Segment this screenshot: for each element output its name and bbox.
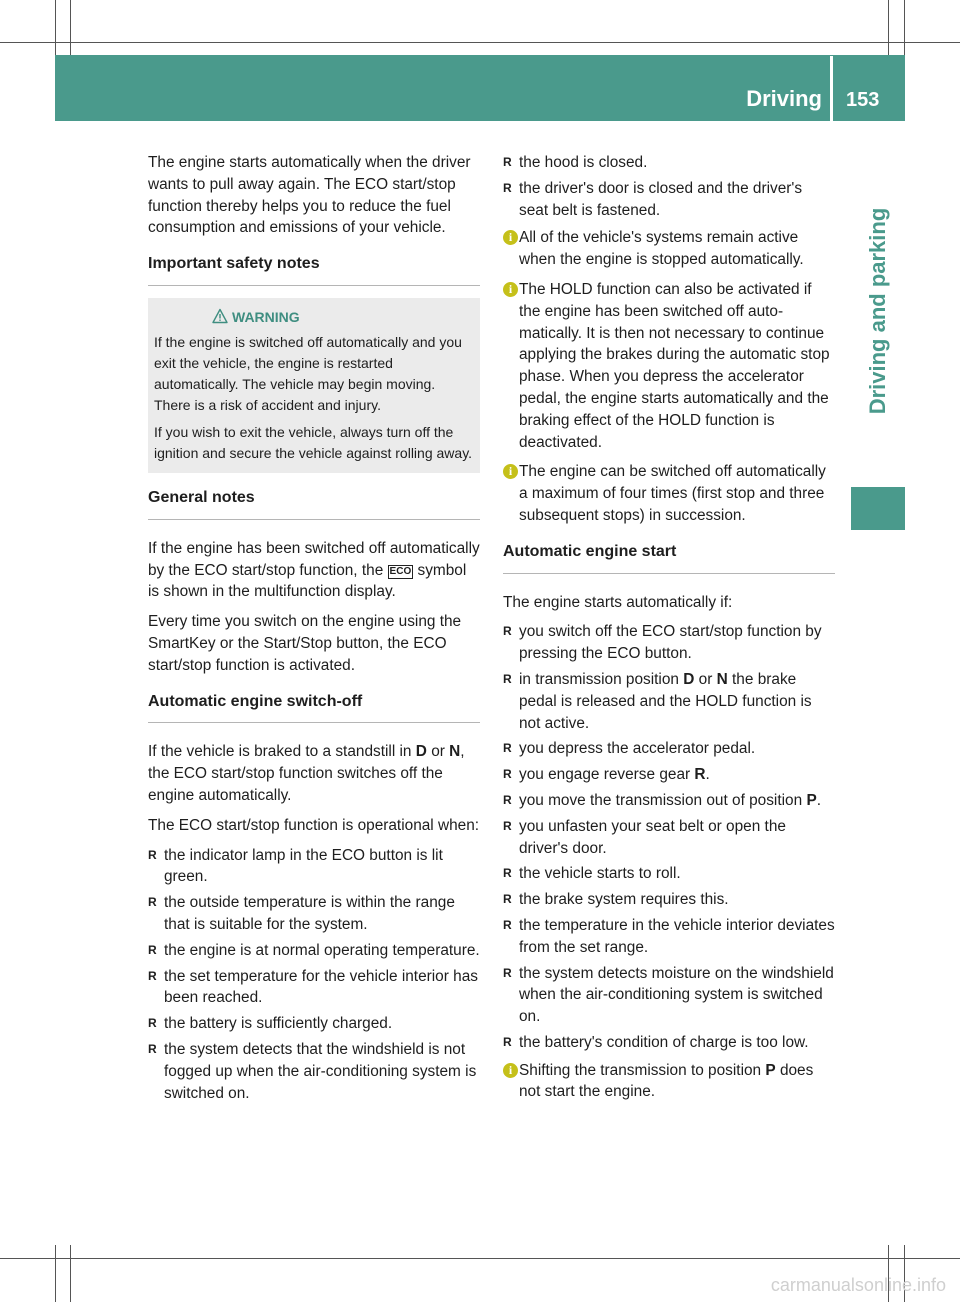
info-note <box>503 1060 835 1104</box>
gear-p: P <box>765 1061 776 1079</box>
heading-general-notes: General notes <box>148 487 480 520</box>
info-note <box>503 461 835 526</box>
info-text: The HOLD function can also be activated if the engine has been switched off automatically. It is then not necessary to continue applying the brakes during the automatic stop phase. When you depress the accelerator pedal, the engine starts automatically and the braking effect of the HOLD function is deactivated. <box>519 280 830 451</box>
list-item: R you switch off the ECO start/stop function by pressing the ECO button. <box>503 621 835 665</box>
crop-mark <box>904 0 905 55</box>
switchoff-text: If the vehicle is braked to a standstill in <box>148 743 412 761</box>
page-number: 153 <box>846 89 880 111</box>
list-item: R the indicator lamp in the ECO button is lit green. <box>148 845 480 889</box>
list-text: in transmission position <box>519 670 679 688</box>
list-item: R the outside temperature is within the range that is suitable for the system. <box>148 892 480 936</box>
conditions-list-continued <box>503 152 835 221</box>
list-item: R you unfasten your seat belt or open the driver's door. <box>503 816 835 860</box>
list-item: R the system detects moisture on the windshield when the air-conditioning system is switched on. <box>503 963 835 1028</box>
left-column <box>148 152 480 1110</box>
start-intro: The engine starts automatically if: <box>503 593 733 611</box>
gear-p: P <box>806 791 817 809</box>
chapter-marker <box>851 487 905 530</box>
info-icon: i <box>503 464 518 479</box>
list-text: the brake pedal is released and the HOLD function is not active. <box>519 670 812 732</box>
heading-safety-notes: Important safety notes <box>148 253 480 286</box>
info-text: does not start the engine. <box>519 1061 814 1101</box>
crop-mark <box>55 1245 56 1302</box>
list-item: R the hood is closed. <box>503 152 835 174</box>
switchoff-paragraph: The ECO start/stop function is operational when: <box>148 816 480 834</box>
warning-title: WARNING <box>232 308 300 325</box>
crop-mark <box>70 1245 71 1302</box>
list-text: or <box>698 670 713 688</box>
info-icon: i <box>503 282 518 297</box>
list-item: R the temperature in the vehicle interior deviates from the set range. <box>503 915 835 959</box>
list-item <box>503 669 835 734</box>
eco-symbol-icon: ECO <box>389 565 412 577</box>
warning-header <box>154 307 474 328</box>
warning-text: If you wish to exit the vehicle, always turn off the ignition and secure the vehicle against rolling away. <box>154 423 473 461</box>
list-item: R the system detects that the windshield is not fogged up when the air-conditioning system is switched on. <box>148 1039 480 1104</box>
info-text: All of the vehicle's systems remain active when the engine is stopped automatically. <box>519 229 804 269</box>
chapter-tab <box>851 121 905 468</box>
gear-n: N <box>716 670 728 688</box>
heading-switch-off: Automatic engine switch-off <box>148 691 480 724</box>
section-title: Driving <box>746 86 822 111</box>
info-icon: i <box>503 1063 518 1078</box>
crop-mark <box>0 1258 960 1259</box>
list-item: R the battery is sufficiently charged. <box>148 1013 480 1035</box>
heading-engine-start: Automatic engine start <box>503 541 835 574</box>
list-text: you move the transmission out of position <box>519 791 803 809</box>
info-text: The engine can be switched off automatically a maximum of four times (first stop and three subsequent stops) in succession. <box>519 463 826 524</box>
list-item: R the brake system requires this. <box>503 889 835 911</box>
general-paragraph: Every time you switch on the engine using the SmartKey or the Start/Stop button, the ECO start/stop function is activated. <box>148 613 462 674</box>
list-item: R the driver's door is closed and the driver's seat belt is fastened. <box>503 178 835 222</box>
gear-d: D <box>415 743 427 761</box>
list-item: R you engage reverse gear R. <box>503 764 835 786</box>
info-note <box>503 279 835 453</box>
crop-mark <box>70 0 71 55</box>
info-text: Shifting the transmission to position <box>519 1061 762 1079</box>
crop-mark <box>888 0 889 55</box>
list-item: R the engine is at normal operating temperature. <box>148 940 480 962</box>
info-icon: i <box>503 230 518 245</box>
watermark: carmanualsonline.info <box>770 1275 946 1295</box>
right-column <box>503 152 835 1111</box>
list-item: R the set temperature for the vehicle interior has been reached. <box>148 966 480 1010</box>
general-text: symbol is shown in the multifunction display. <box>148 561 467 601</box>
general-text: If the engine has been switched off automatically by the ECO start/stop function, the <box>148 539 480 579</box>
list-item: R you move the transmission out of position P. <box>503 790 835 812</box>
warning-box <box>148 298 480 473</box>
general-paragraph <box>148 538 480 603</box>
warning-triangle-icon <box>212 308 228 324</box>
gear-d: D <box>683 670 695 688</box>
list-item: R the battery's condition of charge is too low. <box>503 1032 835 1054</box>
gear-r: R <box>694 766 706 784</box>
crop-mark <box>55 0 56 55</box>
switchoff-text: or <box>431 743 445 761</box>
crop-mark <box>0 42 960 43</box>
start-conditions-list <box>503 621 835 1053</box>
list-text: you engage reverse gear <box>519 766 691 784</box>
intro-paragraph: The engine starts automatically when the driver wants to pull away again. The ECO start/stop function thereby helps you to reduce the fuel consumption and emissions of your vehicle. <box>148 154 471 237</box>
gear-n: N <box>449 743 461 761</box>
switchoff-text: , the ECO start/stop function switches off the engine automatically. <box>148 743 465 804</box>
chapter-tab-label: Driving and parking <box>865 207 890 415</box>
header-separator <box>830 56 833 121</box>
conditions-list <box>148 845 480 1105</box>
info-note <box>503 227 835 271</box>
switchoff-paragraph <box>148 741 480 806</box>
warning-text: If the engine is switched off automatically and you exit the vehicle, the engine is restarted automatically. The vehicle may begin moving. There is a risk of accident and injury. <box>154 333 462 413</box>
list-item: R you depress the accelerator pedal. <box>503 738 835 760</box>
list-item: R the vehicle starts to roll. <box>503 863 835 885</box>
